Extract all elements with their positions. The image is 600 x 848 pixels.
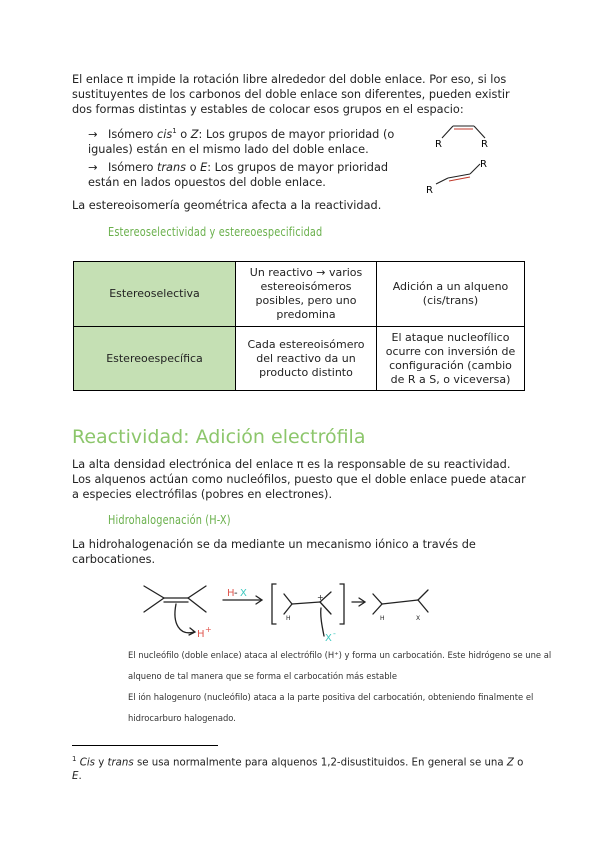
- cis-alkene-diagram: [430, 118, 500, 154]
- stereo-table: [73, 261, 525, 391]
- bullet-trans: → Isómero trans o E: Los grupos de mayor prioridad están en lados opuestos del doble enlace.: [88, 161, 389, 189]
- svg-text:X: X: [325, 633, 332, 644]
- trans-alkene-diagram: [422, 156, 502, 200]
- r-label: R: [480, 159, 487, 170]
- svg-text:H: H: [197, 629, 205, 640]
- footnote: $^1$ Cis y trans se usa normalmente para alquenos 1,2-disustituidos. En general se una Z o E.: [72, 755, 524, 783]
- r-label: R: [426, 185, 433, 196]
- svg-text:-: -: [234, 588, 238, 599]
- arrow-icon: →: [88, 161, 98, 174]
- scheme-caption: alqueno de tal manera que se forma el carbocatión más estable: [128, 671, 398, 681]
- table-cell: Adición a un alqueno (cis/trans): [377, 262, 525, 327]
- table-row: [74, 327, 525, 391]
- svg-text:H: H: [227, 588, 235, 599]
- scheme-caption: hidrocarburo halogenado.: [128, 713, 236, 723]
- table-cell: Estereoselectiva: [74, 262, 236, 327]
- r-label: R: [435, 139, 442, 150]
- footnote-divider: [72, 745, 218, 746]
- bullet-cis: → Isómero cis$^1$ o Z: Los grupos de mayor prioridad (o iguales) están en el mismo lado del doble enlace.: [88, 127, 395, 156]
- section-heading: Reactividad: Adición electrófila: [72, 426, 366, 448]
- hx-paragraph: La hidrohalogenación se da mediante un mecanismo iónico a través de carbocationes.: [72, 538, 476, 566]
- svg-text:-: -: [333, 629, 336, 638]
- subheading-stereo: Estereoselectividad y estereoespecificidad: [108, 224, 323, 239]
- svg-text:H: H: [286, 615, 291, 622]
- table-cell: Estereoespecífica: [74, 327, 236, 391]
- subheading-hx: Hidrohalogenación (H-X): [108, 512, 231, 527]
- hydrohalogenation-scheme: [128, 580, 458, 648]
- scheme-caption: El nucleófilo (doble enlace) ataca al electrófilo (H⁺) y forma un carbocatión. Este hidrógeno se une al: [128, 650, 552, 660]
- intro-paragraph: El enlace π impide la rotación libre alrededor del doble enlace. Por eso, si los sustituyentes de los carbonos del doble enlace son diferentes, pueden existir dos formas distintas y estables de colocar esos grupos en el espacio:: [72, 73, 510, 116]
- table-cell: Cada estereoisómero del reactivo da un producto distinto: [236, 327, 377, 391]
- table-row: [74, 262, 525, 327]
- svg-text:+: +: [205, 625, 212, 634]
- arrow-icon: →: [88, 127, 98, 141]
- r-label: R: [481, 139, 488, 150]
- table-cell: El ataque nucleofílico ocurre con inversión de configuración (cambio de R a S, o viceversa): [377, 327, 525, 391]
- scheme-caption: El ión halogenuro (nucleófilo) ataca a la parte positiva del carbocatión, obteniendo finalmente el: [128, 692, 534, 702]
- svg-text:H: H: [380, 615, 385, 622]
- svg-text:+: +: [317, 593, 324, 602]
- svg-text:X: X: [240, 588, 247, 599]
- svg-text:X: X: [416, 615, 421, 622]
- table-cell: Un reactivo → varios estereoisómeros posibles, pero uno predomina: [236, 262, 377, 327]
- reactivity-paragraph: La alta densidad electrónica del enlace π es la responsable de su reactividad. Los alquenos actúan como nucleófilos, puesto que el doble enlace puede atacar a especies electrófilas (pobres en electrones).: [72, 458, 526, 501]
- reactivity-note: La estereoisomería geométrica afecta a la reactividad.: [72, 199, 382, 212]
